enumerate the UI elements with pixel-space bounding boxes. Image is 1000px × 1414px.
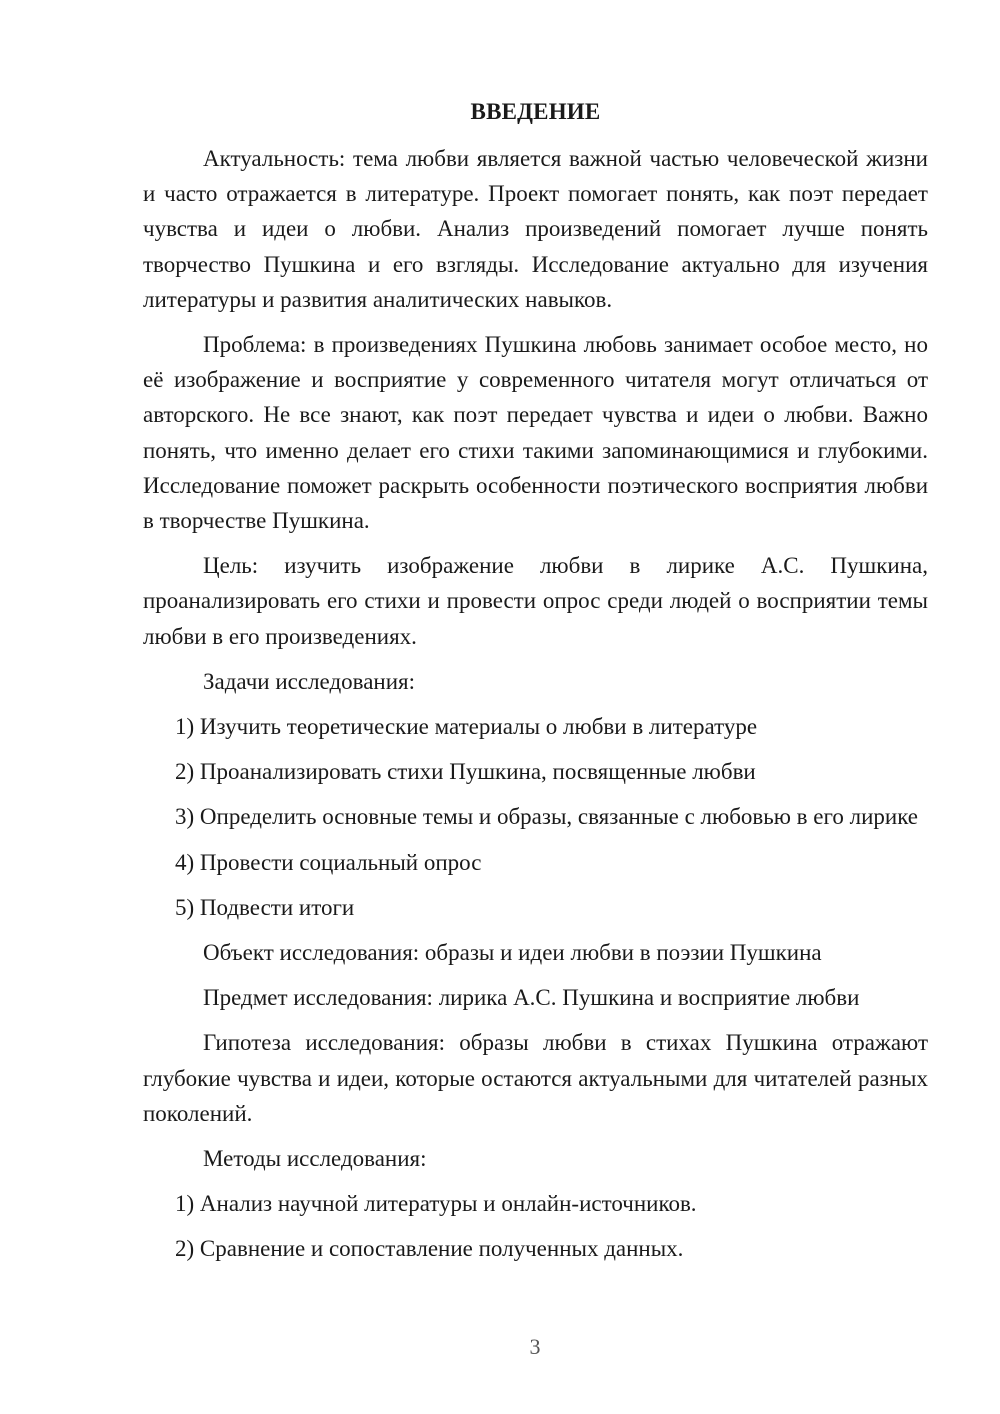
task-item: 4) Провести социальный опрос	[175, 849, 482, 875]
object-paragraph: Объект исследования: образы и идеи любви в поэзии Пушкина	[203, 940, 822, 966]
page-number: 3	[529, 1334, 541, 1359]
section-heading: ВВЕДЕНИЕ	[470, 99, 601, 124]
task-item: 2) Проанализировать стихи Пушкина, посвященные любви	[175, 759, 756, 785]
task-item: 5) Подвести итоги	[175, 894, 355, 920]
relevance-paragraph: Актуальность: тема любви является важной частью человеческой жизни и часто отражается в литературе. Проект помогает понять, как поэт передает чувства и идеи о любви. Анализ произведений помогает лучше понять творчество Пушкина и его взгляды. Исследование актуально для изучения литературы и развития аналитических навыков.	[143, 146, 928, 312]
subject-paragraph: Предмет исследования: лирика А.С. Пушкина и восприятие любви	[203, 985, 860, 1011]
tasks-title: Задачи исследования:	[203, 668, 416, 694]
method-item: 2) Сравнение и сопоставление полученных данных.	[175, 1236, 684, 1262]
hypothesis-paragraph: Гипотеза исследования: образы любви в стихах Пушкина отражают глубокие чувства и идеи, которые остаются актуальными для читателей разных поколений.	[143, 1030, 928, 1126]
problem-paragraph: Проблема: в произведениях Пушкина любовь занимает особое место, но её изображение и восприятие у современного читателя могут отличаться от авторского. Не все знают, как поэт передает чувства и идеи о любви. Важно понять, что именно делает его стихи такими запоминающимися и глубокими. Исследование поможет раскрыть особенности поэтического восприятия любви в творчестве Пушкина.	[143, 332, 928, 534]
method-item: 1) Анализ научной литературы и онлайн-источников.	[175, 1191, 697, 1217]
methods-title: Методы исследования:	[203, 1146, 427, 1172]
page-content	[143, 94, 928, 1267]
goal-paragraph: Цель: изучить изображение любви в лирике А.С. Пушкина, проанализировать его стихи и провести опрос среди людей о восприятии темы любви в его произведениях.	[143, 553, 928, 649]
task-item: 3) Определить основные темы и образы, связанные с любовью в его лирике	[175, 804, 919, 830]
task-item: 1) Изучить теоретические материалы о любви в литературе	[175, 714, 758, 740]
